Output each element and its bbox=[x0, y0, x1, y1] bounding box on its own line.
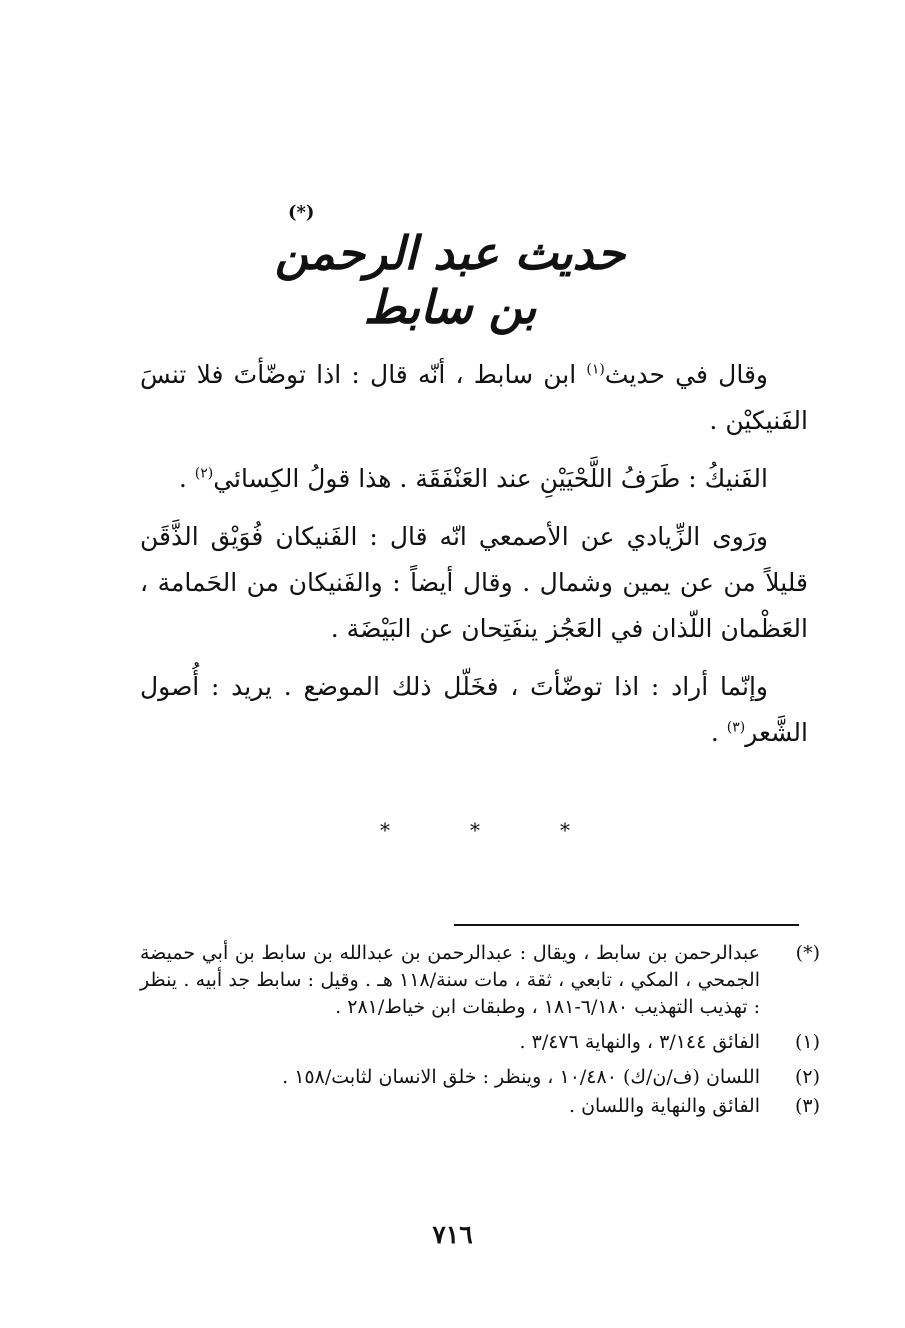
chapter-heading bbox=[250, 200, 650, 334]
body-paragraph bbox=[140, 456, 808, 502]
separator-star: * bbox=[470, 818, 480, 842]
footnote bbox=[140, 1029, 820, 1056]
footnote-number: (٢) bbox=[794, 1066, 820, 1088]
footnote-number: (١) bbox=[794, 1031, 820, 1053]
paragraph-text: . bbox=[178, 464, 195, 493]
paragraph-text: وإنّما أراد : اذا توضّأتَ ، فخَلّل ذلك الموضع . يريد : أُصول الشَّعر bbox=[140, 672, 808, 747]
body-paragraph bbox=[140, 352, 808, 444]
separator-star: * bbox=[380, 818, 390, 842]
footnote bbox=[140, 1064, 820, 1091]
footnote bbox=[140, 1093, 820, 1120]
page-number: ٧١٦ bbox=[432, 1220, 473, 1249]
footnotes bbox=[140, 940, 820, 1128]
footnote-reference: (٢) bbox=[194, 465, 214, 482]
heading-footnote-mark: (*) bbox=[288, 202, 315, 223]
paragraph-text: . bbox=[710, 718, 727, 747]
body-paragraph bbox=[140, 514, 808, 652]
footnote-reference: (١) bbox=[586, 361, 605, 378]
footnote-number: (٣) bbox=[794, 1095, 820, 1117]
chapter-title: حديث عبد الرحمن بن سابط bbox=[274, 226, 626, 334]
footnote bbox=[140, 940, 820, 1021]
separator-star: * bbox=[560, 818, 570, 842]
footnote-number: (*) bbox=[795, 942, 820, 964]
section-separator bbox=[380, 818, 570, 842]
footnote-text: الفائق والنهاية واللسان . bbox=[569, 1095, 760, 1117]
footnote-text: اللسان (ف/ن/ك) ١٠/٤٨٠ ، وينظر : خلق الانسان لثابت/١٥٨ . bbox=[282, 1066, 760, 1088]
paragraph-text: ابن سابط ، أنّه قال : اذا توضّأتَ فلا تنسَ الفَنيكيْن . bbox=[140, 360, 808, 435]
paragraph-text: وقال في حديث bbox=[604, 360, 768, 389]
body-text bbox=[140, 352, 808, 768]
paragraph-text: الفَنيكُ : طَرَفُ اللَّحْيَيْنِ عند العَنْفَقَة . هذا قولُ الكِسائي bbox=[213, 464, 768, 493]
footnote-text: عبدالرحمن بن سابط ، ويقال : عبدالرحمن بن عبدالله بن سابط بن أبي حميضة الجمحي ، المكي ، تابعي ، ثقة ، مات سنة/١١٨ هـ . وقيل : سابط جد أبيه . ينظر : تهذيب التهذيب ٦/١٨٠-١٨١ ، وطبقات ابن خياط/٢٨١ . bbox=[140, 942, 760, 1018]
paragraph-text: ورَوى الزِّيادي عن الأصمعي انّه قال : الفَنيكان فُوَيْق الذَّقَن قليلاً من عن يمين وشمال . وقال أيضاً : والفَنيكان من الحَمامة ، العَظْمان اللّذان في العَجُز ينفَتِحان عن البَيْضَة . bbox=[140, 522, 808, 643]
footnote-rule bbox=[454, 924, 799, 926]
body-paragraph bbox=[140, 664, 808, 756]
footnote-text: الفائق ٣/١٤٤ ، والنهاية ٣/٤٧٦ . bbox=[519, 1031, 760, 1053]
footnote-reference: (٣) bbox=[726, 719, 746, 736]
